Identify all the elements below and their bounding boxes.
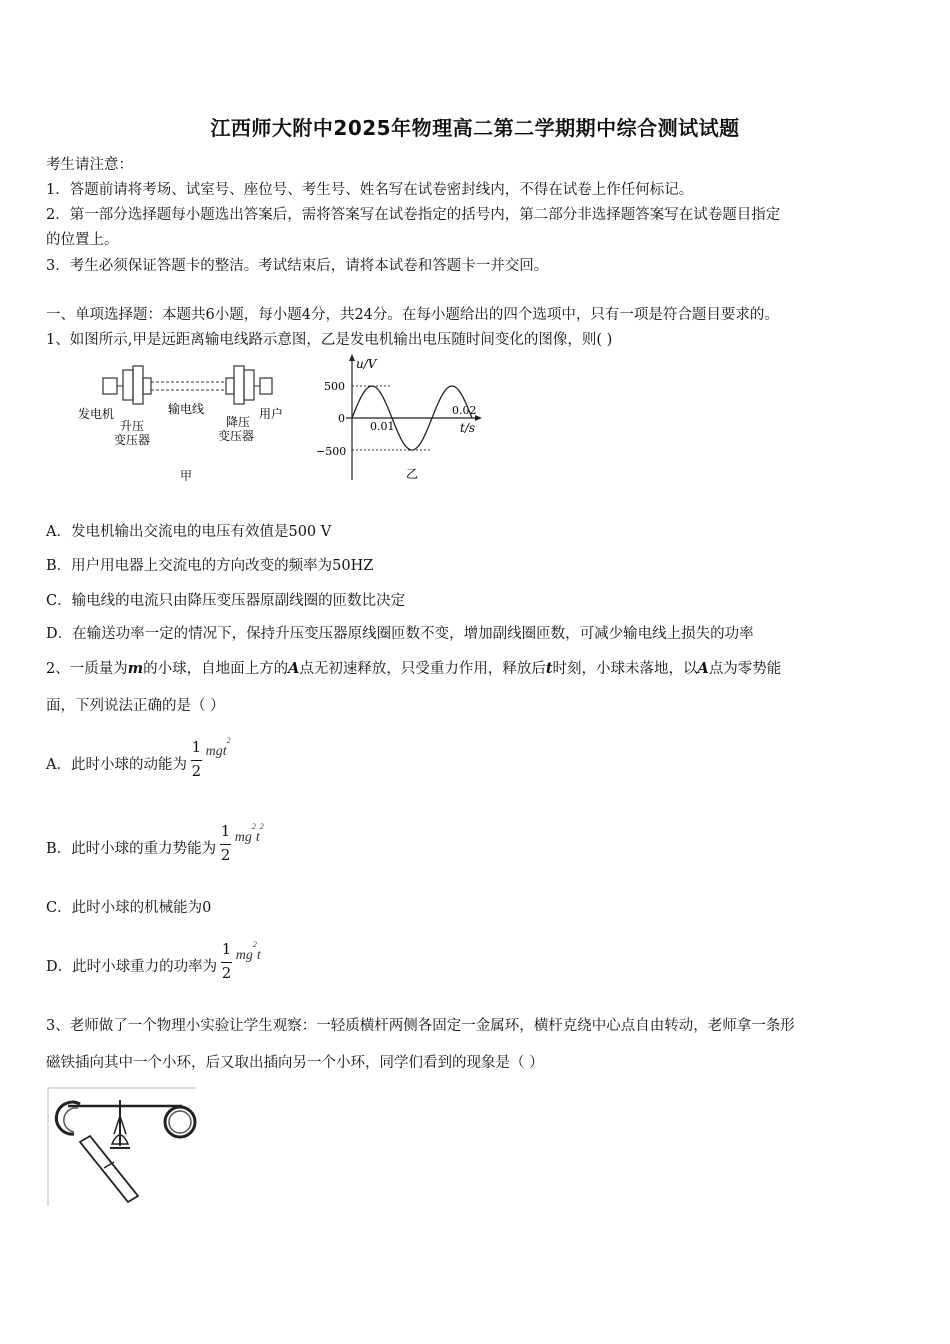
q1-stem: 1、如图所示,甲是远距离输电线路示意图，乙是发电机输出电压随时间变化的图像，则( ) [46, 332, 613, 348]
q2-var-A: A [288, 660, 300, 677]
notice-item-2: 2．第一部分选择题每小题选出答案后，需将答案写在试卷指定的括号内，第二部分非选择题答案写在试卷题目指定 [46, 207, 781, 223]
frac-den: 2 [191, 762, 202, 780]
q2-var-t: t [545, 660, 553, 677]
q2-stem-part4: 时刻，小球未落地，以 [552, 661, 698, 677]
caption-yi: 乙 [406, 467, 419, 481]
expr-d1: mg [235, 948, 253, 963]
q3-stem-line2: 磁铁插向其中一个小环，后又取出插向另一个小环，同学们看到的现象是（ ） [46, 1055, 544, 1071]
step-down-core [234, 366, 244, 404]
label-line: 输电线 [168, 402, 205, 416]
q2-option-b [46, 822, 264, 864]
tick-0: 0 [338, 412, 345, 425]
label-user: 用户 [259, 407, 284, 421]
q3-figure [46, 1086, 198, 1208]
q1-figure-yi [312, 352, 492, 488]
q2-option-d [46, 940, 261, 982]
expr-a-sup: 2 [226, 736, 231, 745]
x-axis-label: t/s [460, 421, 476, 435]
q2-var-A2: A [697, 660, 709, 677]
expr-d2: t [256, 948, 261, 963]
q1-option-c: C．输电线的电流只由降压变压器原副线圈的匝数比决定 [46, 593, 406, 609]
q2-stem-part5: 点为零势能 [708, 661, 782, 677]
expr-b1: mg [234, 830, 252, 845]
section1-heading: 一、单项选择题：本题共6小题，每小题4分，共24分。在每小题给出的四个选项中，只有一项是符合题目要求的。 [46, 307, 779, 323]
expr-b-sup2: 2 [259, 822, 264, 831]
frac-den: 2 [220, 846, 231, 864]
q1-option-a: A．发电机输出交流电的电压有效值是500 V [46, 524, 332, 540]
q2-var-m: m [127, 660, 144, 677]
q2-option-a [46, 736, 231, 780]
q1-option-d: D．在输送功率一定的情况下，保持升压变压器原线圈匝数不变，增加副线圈匝数，可减少输电线上损失的功率 [46, 626, 754, 642]
user-box [260, 378, 272, 394]
q2-option-b-text: B．此时小球的重力势能为 [46, 841, 217, 857]
y-axis-label: u/V [356, 357, 377, 371]
page-title: 江西师大附中2025年物理高二第二学期期中综合测试试题 [210, 116, 740, 140]
caption-jia: 甲 [180, 469, 193, 483]
q2-option-d-text: D．此时小球重力的功率为 [46, 959, 218, 975]
label-stepdown-1: 降压 [226, 415, 251, 429]
expr-b-sup1: 2 [251, 822, 256, 831]
label-stepup-2: 变压器 [114, 433, 151, 447]
q2-stem [46, 657, 781, 678]
label-stepdown-2: 变压器 [218, 429, 255, 443]
bar-magnet [80, 1136, 138, 1202]
q1-option-b: B．用户用电器上交流电的方向改变的频率为50HZ [46, 558, 374, 574]
expr-b2: t [255, 830, 260, 845]
notice-item-2-cont: 的位置上。 [46, 232, 119, 248]
expr-a: mgt [205, 744, 227, 759]
q2-stem-part3: 点无初速释放，只受重力作用，释放后 [299, 661, 546, 677]
q1-figure-jia [76, 358, 296, 488]
expr-d-sup: 2 [252, 940, 257, 949]
q2-stem-part2: 的小球，自地面上方的 [143, 661, 289, 677]
tick-002: 0.02 [452, 404, 477, 417]
frac-num: 1 [221, 940, 232, 958]
label-generator: 发电机 [78, 407, 115, 421]
frac-num: 1 [220, 822, 231, 840]
q2-stem-part1: 2、一质量为 [46, 661, 128, 677]
q2-stem-line2: 面，下列说法正确的是（ ） [46, 698, 225, 714]
tick-neg500: −500 [316, 445, 347, 458]
step-up-core [133, 366, 143, 404]
frac-num: 1 [191, 738, 202, 756]
q2-option-c: C．此时小球的机械能为0 [46, 900, 212, 916]
q3-stem-line1: 3、老师做了一个物理小实验让学生观察：一轻质横杆两侧各固定一金属环，横杆克绕中心点自由转动，老师拿一条形 [46, 1018, 795, 1034]
notice-heading: 考生请注意： [46, 157, 133, 173]
notice-item-1: 1．答题前请将考场、试室号、座位号、考生号、姓名写在试卷密封线内，不得在试卷上作任何标记。 [46, 182, 694, 198]
generator-coil-left [123, 370, 133, 400]
label-stepup-1: 升压 [120, 419, 145, 433]
tick-500: 500 [324, 380, 345, 393]
tick-001: 0.01 [370, 420, 395, 433]
notice-item-3: 3．考生必须保证答题卡的整洁。考试结束后，请将本试卷和答题卡一并交回。 [46, 258, 549, 274]
q2-option-a-text: A．此时小球的动能为 [46, 757, 187, 773]
frac-den: 2 [221, 964, 232, 982]
generator-box [103, 378, 117, 394]
